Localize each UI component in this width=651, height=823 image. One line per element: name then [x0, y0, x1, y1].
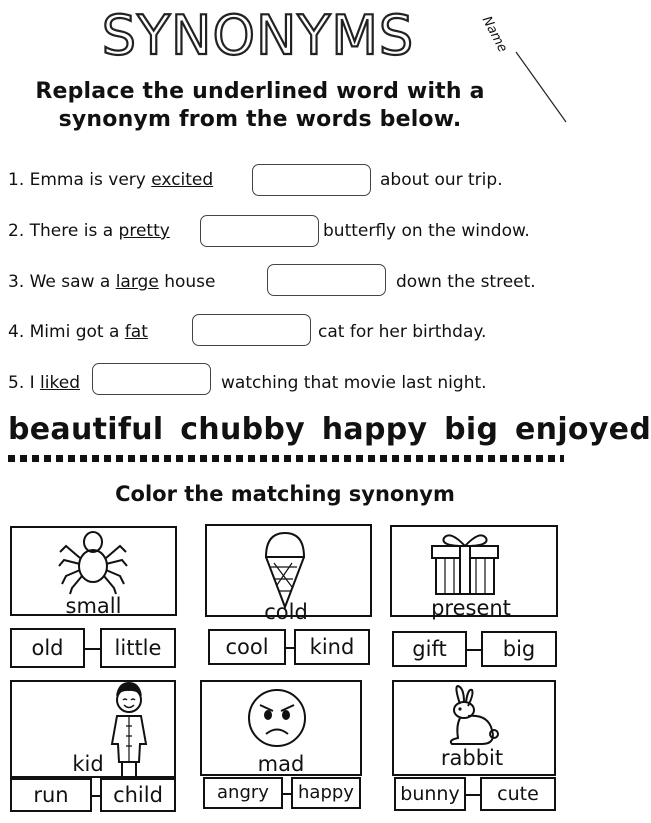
svg-text:SYNONYMS: SYNONYMS — [101, 4, 415, 67]
question-text: 1. Emma is very — [8, 170, 152, 190]
gift-box-icon — [428, 528, 502, 596]
option-cool[interactable]: cool — [208, 629, 286, 665]
answer-box-4[interactable] — [192, 314, 311, 346]
option-cute[interactable]: cute — [480, 777, 556, 811]
option-connector — [286, 647, 294, 649]
page-title — [101, 0, 415, 68]
underlined-word: liked — [40, 373, 80, 393]
option-angry[interactable]: angry — [203, 777, 283, 809]
question-text: 5. I — [8, 373, 41, 393]
option-run[interactable]: run — [10, 778, 92, 812]
option-happy[interactable]: happy — [291, 777, 361, 809]
card-word: small — [65, 594, 122, 618]
question-text: 3. We saw a — [8, 272, 116, 292]
option-kind[interactable]: kind — [294, 629, 370, 665]
word-bank — [8, 412, 651, 447]
word-bank-item: happy — [321, 412, 428, 447]
word-bank-item: beautiful — [8, 412, 164, 447]
rabbit-icon — [438, 684, 500, 748]
card-word: rabbit — [440, 746, 504, 770]
card-word: kid — [72, 752, 104, 776]
question-text: 4. Mimi got a — [8, 322, 125, 342]
question-text-after: about our trip. — [380, 170, 503, 190]
question-text-after: watching that movie last night. — [221, 373, 487, 393]
option-connector — [85, 648, 100, 650]
option-connector — [92, 795, 100, 797]
underlined-word: large — [115, 272, 159, 292]
option-old[interactable]: old — [10, 628, 85, 668]
option-connector — [467, 649, 481, 651]
angry-face-icon — [246, 687, 308, 749]
section-divider — [8, 455, 564, 462]
color-heading: Color the matching synonym — [115, 482, 455, 506]
card-word: cold — [264, 600, 308, 624]
word-bank-item: chubby — [180, 412, 306, 447]
question-3 — [8, 272, 215, 292]
option-gift[interactable]: gift — [392, 631, 467, 667]
question-text: house — [158, 272, 216, 292]
ice-cream-icon — [262, 527, 308, 611]
option-bunny[interactable]: bunny — [394, 777, 466, 811]
card-word: present — [431, 596, 511, 620]
answer-box-3[interactable] — [267, 264, 386, 296]
question-1 — [8, 170, 213, 190]
answer-box-5[interactable] — [92, 363, 211, 395]
option-big[interactable]: big — [481, 631, 557, 667]
instructions — [0, 78, 520, 134]
option-connector — [283, 793, 291, 795]
question-5 — [8, 373, 80, 393]
option-child[interactable]: child — [100, 778, 176, 812]
question-text: 2. There is a — [8, 221, 119, 241]
instruction-line-1: Replace the underlined word with a — [35, 79, 485, 104]
question-4 — [8, 322, 148, 342]
word-bank-item: enjoyed — [515, 412, 651, 447]
option-connector — [466, 794, 480, 796]
name-label: Name — [478, 14, 511, 55]
spider-icon — [58, 528, 128, 596]
question-text-after: cat for her birthday. — [318, 322, 487, 342]
answer-box-2[interactable] — [200, 215, 319, 247]
question-text-after: butterfly on the window. — [323, 221, 530, 241]
question-text-after: down the street. — [396, 272, 536, 292]
card-word: mad — [257, 752, 305, 776]
underlined-word: pretty — [118, 221, 170, 241]
instruction-line-2: synonym from the words below. — [58, 107, 462, 132]
underlined-word: fat — [124, 322, 148, 342]
underlined-word: excited — [151, 170, 214, 190]
answer-box-1[interactable] — [252, 164, 371, 196]
option-little[interactable]: little — [100, 628, 176, 668]
question-2 — [8, 221, 170, 241]
word-bank-item: big — [444, 412, 499, 447]
